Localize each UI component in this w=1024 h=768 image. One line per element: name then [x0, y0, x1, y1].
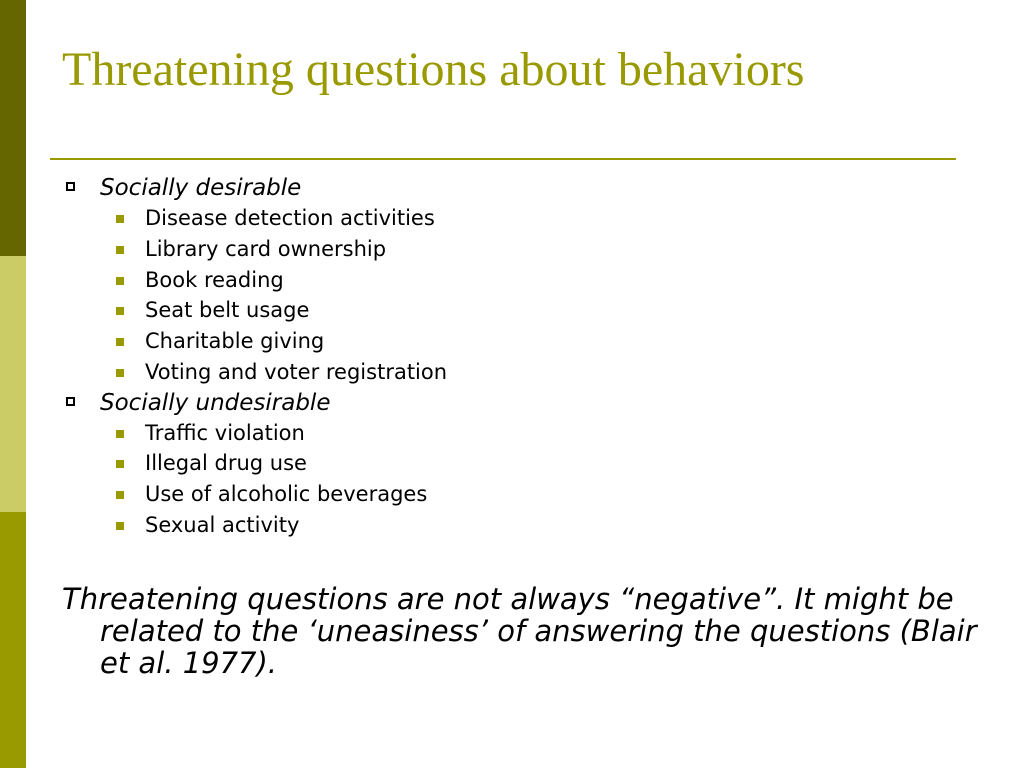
list-item-text: Use of alcoholic beverages — [145, 482, 428, 506]
square-bullet-icon — [116, 430, 124, 438]
square-bullet-icon — [116, 460, 124, 468]
side-bar-middle — [0, 256, 26, 512]
slide-title: Threatening questions about behaviors — [62, 43, 805, 96]
list-item-text: Sexual activity — [145, 512, 300, 537]
square-bullet-icon — [116, 277, 124, 285]
list-item-text: Disease detection activities — [145, 206, 435, 230]
square-bullet-icon — [116, 246, 124, 254]
group-heading-text: Socially undesirable — [100, 389, 331, 416]
title-divider — [50, 158, 956, 160]
side-bar-bottom — [0, 512, 26, 768]
list-item — [66, 326, 966, 357]
hollow-square-bullet-icon — [66, 397, 75, 406]
list-item — [66, 510, 966, 541]
list-item — [66, 357, 966, 388]
list-item — [66, 479, 966, 510]
list-item-text: Library card ownership — [145, 236, 387, 261]
square-bullet-icon — [116, 215, 124, 223]
list-item — [66, 234, 966, 265]
list-item-text: Charitable giving — [145, 329, 325, 353]
side-bar-top — [0, 0, 26, 256]
square-bullet-icon — [116, 491, 124, 499]
list-item — [66, 448, 966, 479]
group-heading-text: Socially desirable — [100, 175, 302, 201]
square-bullet-icon — [116, 307, 124, 315]
bullet-list — [66, 173, 966, 541]
list-item — [66, 265, 966, 296]
list-item-text: Seat belt usage — [145, 298, 310, 323]
list-item-text: Book reading — [145, 267, 284, 292]
square-bullet-icon — [116, 522, 124, 530]
list-item — [66, 295, 966, 326]
group-heading-socially-desirable — [66, 173, 966, 203]
closing-note: Threatening questions are not always “negative”. It might be related to the ‘uneasiness’ of answering the questions (Blair et al. 1977). — [62, 582, 977, 680]
square-bullet-icon — [116, 338, 124, 346]
group-heading-socially-undesirable — [66, 388, 966, 418]
list-item — [66, 203, 966, 234]
list-item — [66, 418, 966, 449]
list-item-text: Traffic violation — [145, 420, 305, 445]
square-bullet-icon — [116, 369, 124, 377]
list-item-text: Illegal drug use — [145, 451, 307, 476]
hollow-square-bullet-icon — [66, 182, 75, 191]
list-item-text: Voting and voter registration — [145, 359, 448, 384]
